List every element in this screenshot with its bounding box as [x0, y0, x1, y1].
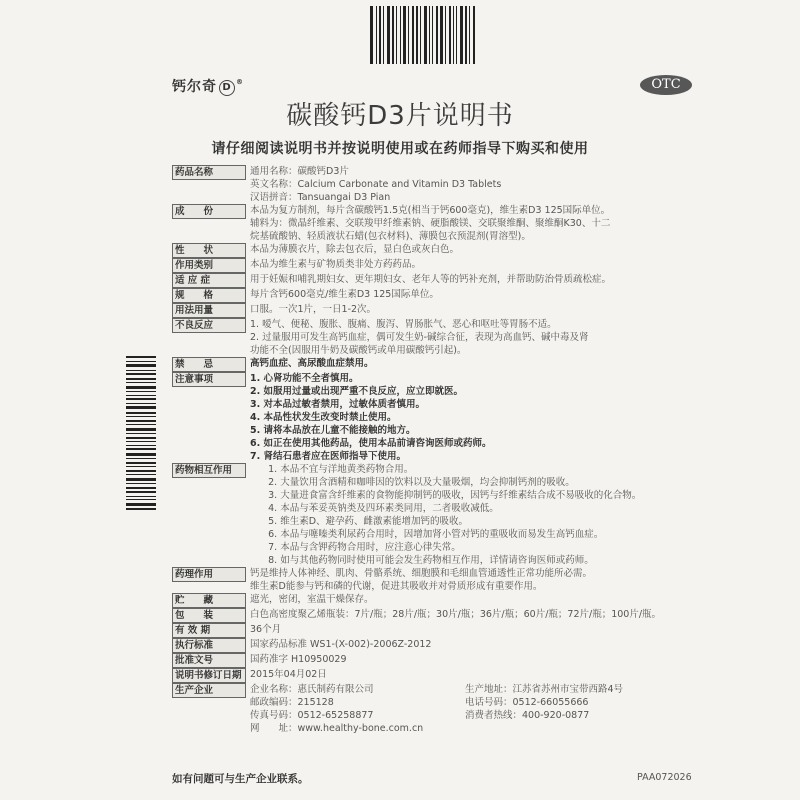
section-content — [250, 273, 712, 286]
section-line: 英文名称：Calcium Carbonate and Vitamin D3 Tablets — [250, 179, 502, 190]
section-content — [250, 318, 712, 357]
section-content — [250, 567, 712, 593]
page-title: 碳酸钙D3片说明书 — [286, 101, 514, 131]
section-row — [172, 567, 712, 593]
section-line: 1. 嗳气、便秘、腹胀、腹痛、腹泻、胃肠胀气、恶心和呕吐等胃肠不适。 — [250, 319, 557, 330]
section-label-text: 药理作用 — [175, 569, 214, 580]
manufacturer-field-left: 企业名称：惠氏制药有限公司 — [250, 684, 374, 695]
section-row — [172, 638, 712, 653]
section-label-text: 用法用量 — [175, 305, 214, 316]
section-label — [172, 165, 246, 180]
manufacturer-field-left: 网 址：www.healthy-bone.com.cn — [250, 723, 424, 734]
manufacturer-field-left: 传真号码：0512-65258877 — [250, 710, 374, 721]
section-line: 7. 肾结石患者应在医师指导下使用。 — [250, 451, 407, 462]
section-row — [172, 318, 712, 357]
section-label-text: 批准文号 — [175, 655, 214, 666]
section-row — [172, 288, 712, 303]
section-line: 8. 如与其他药物同时使用可能会发生药物相互作用，详情请咨询医师或药师。 — [250, 555, 594, 566]
section-label — [172, 318, 246, 333]
manufacturer-field-right: 生产地址：江苏省苏州市宝带西路4号 — [465, 684, 624, 695]
document-code: PAA072026 — [637, 772, 692, 783]
section-line: 每片含钙600毫克/维生素D3 125国际单位。 — [250, 289, 439, 300]
section-label — [172, 593, 246, 608]
brand-logo — [172, 76, 244, 96]
section-content — [250, 243, 712, 256]
section-line: 7. 本品与含钾药物合用时，应注意心律失常。 — [250, 542, 461, 553]
section-line: 本品为维生素与矿物质类非处方药药品。 — [250, 259, 422, 270]
section-label-text: 注意事项 — [175, 374, 214, 385]
section-line: 4. 本品性状发生改变时禁止使用。 — [250, 412, 397, 423]
otc-badge: OTC — [640, 75, 692, 95]
page-subtitle: 请仔细阅读说明书并按说明使用或在药师指导下购买和使用 — [211, 141, 589, 157]
section-label-text: 性 状 — [175, 245, 214, 256]
section-label-text: 执行标准 — [175, 640, 214, 651]
section-line: 1. 本品不宜与洋地黄类药物合用。 — [250, 464, 414, 475]
section-content — [250, 372, 712, 463]
section-line: 本品为复方制剂，每片含碳酸钙1.5克(相当于钙600毫克)，维生素D3 125国际单位。 — [250, 205, 611, 216]
section-label-text: 药品名称 — [175, 167, 214, 178]
section-label-text: 适 应 症 — [175, 275, 211, 286]
section-label — [172, 243, 246, 258]
section-content — [250, 653, 712, 666]
section-content — [250, 204, 712, 243]
manufacturer-row — [172, 683, 712, 735]
section-content — [250, 623, 712, 636]
barcode-side — [126, 356, 156, 516]
section-content — [250, 165, 712, 204]
section-row — [172, 243, 712, 258]
section-label-text: 规 格 — [175, 290, 214, 301]
brand-badge: D — [219, 80, 235, 96]
section-label-text: 生产企业 — [175, 685, 214, 696]
section-row — [172, 372, 712, 463]
section-label-text: 成 份 — [175, 206, 214, 217]
section-line: 2. 如服用过量或出现严重不良反应，应立即就医。 — [250, 386, 464, 397]
section-line: 36个月 — [250, 624, 282, 635]
section-label — [172, 567, 246, 582]
section-row — [172, 668, 712, 683]
section-label-text: 有 效 期 — [175, 625, 211, 636]
section-content — [250, 303, 712, 316]
section-line: 遮光，密闭，室温干燥保存。 — [250, 594, 374, 605]
section-label — [172, 204, 246, 219]
section-row — [172, 623, 712, 638]
brand-name: 钙尔奇 — [172, 79, 217, 95]
section-label — [172, 638, 246, 653]
section-row — [172, 653, 712, 668]
section-line: 1. 心肾功能不全者慎用。 — [250, 373, 359, 384]
section-row — [172, 357, 712, 372]
leaflet-table — [172, 165, 712, 735]
section-label — [172, 623, 246, 638]
manufacturer-field-left: 邮政编码：215128 — [250, 697, 334, 708]
section-line: 国家药品标准 WS1-(X-002)-2006Z-2012 — [250, 639, 432, 650]
section-line: 6. 本品与噻嗪类利尿药合用时，因增加肾小管对钙的重吸收而易发生高钙血症。 — [250, 529, 604, 540]
section-label — [172, 463, 246, 478]
barcode-top — [370, 6, 462, 64]
section-row — [172, 273, 712, 288]
section-label — [172, 258, 246, 273]
footer-note: 如有问题可与生产企业联系。 — [172, 773, 309, 785]
section-content — [250, 258, 712, 271]
section-line: 用于妊娠和哺乳期妇女、更年期妇女、老年人等的钙补充剂，并帮助防治骨质疏松症。 — [250, 274, 612, 285]
section-label-text: 说明书修订日期 — [175, 670, 242, 681]
section-line: 功能不全(因服用牛奶及碳酸钙或单用碳酸钙引起)。 — [250, 345, 467, 356]
section-line: 汉语拼音：Tansuangai D3 Pian — [250, 192, 391, 203]
brand-registered-mark: ® — [236, 78, 244, 86]
section-label-text: 禁 忌 — [175, 359, 214, 370]
section-line: 国药准字 H10950029 — [250, 654, 347, 665]
section-row — [172, 303, 712, 318]
section-line: 6. 如正在使用其他药品，使用本品前请咨询医师或药师。 — [250, 438, 492, 449]
section-row — [172, 204, 712, 243]
section-content — [250, 608, 712, 621]
manufacturer-line — [250, 709, 712, 722]
manufacturer-line — [250, 696, 712, 709]
section-line: 4. 本品与苯妥英钠类及四环素类同用，二者吸收减低。 — [250, 503, 499, 514]
section-line: 本品为薄膜衣片，除去包衣后，显白色或灰白色。 — [250, 244, 460, 255]
section-label — [172, 372, 246, 387]
section-row — [172, 463, 712, 567]
section-content — [250, 463, 712, 567]
section-label — [172, 683, 246, 698]
section-line: 辅料为：微晶纤维素、交联羧甲纤维素钠、硬脂酸镁、交联聚维酮、聚维酮K30、十二 — [250, 218, 611, 229]
section-label-text: 不良反应 — [175, 320, 214, 331]
section-content — [250, 593, 712, 606]
section-line: 烷基硫酸钠、轻质液状石蜡(包衣材料)、薄膜包衣预混剂(胃溶型)。 — [250, 231, 531, 242]
section-line: 维生素D能参与钙和磷的代谢，促进其吸收并对骨质形成有重要作用。 — [250, 581, 543, 592]
section-line: 口服。一次1片，一日1-2次。 — [250, 304, 377, 315]
section-label-text: 作用类别 — [175, 260, 214, 271]
section-label — [172, 357, 246, 372]
section-line: 钙是维持人体神经、肌肉、骨骼系统、细胞膜和毛细血管通透性正常功能所必需。 — [250, 568, 593, 579]
section-content — [250, 288, 712, 301]
section-line: 2015年04月02日 — [250, 669, 327, 680]
section-content — [250, 638, 712, 651]
section-label-text: 包 装 — [175, 610, 214, 621]
section-label — [172, 303, 246, 318]
section-line: 3. 大量进食富含纤维素的食物能抑制钙的吸收，因钙与纤维素结合成不易吸收的化合物。 — [250, 490, 642, 501]
section-line: 通用名称：碳酸钙D3片 — [250, 166, 349, 177]
section-label-text: 贮 藏 — [175, 595, 214, 606]
manufacturer-line — [250, 683, 712, 696]
section-label — [172, 273, 246, 288]
section-line: 2. 大量饮用含酒精和咖啡因的饮料以及大量吸烟，均会抑制钙剂的吸收。 — [250, 477, 575, 488]
section-line: 3. 对本品过敏者禁用，过敏体质者慎用。 — [250, 399, 426, 410]
section-label — [172, 608, 246, 623]
section-label — [172, 668, 246, 683]
manufacturer-info — [250, 683, 712, 735]
manufacturer-field-right: 消费者热线：400-920-0877 — [465, 710, 590, 721]
section-content — [250, 668, 712, 681]
section-line: 5. 请将本品放在儿童不能接触的地方。 — [250, 425, 416, 436]
section-content — [250, 357, 712, 370]
section-label-text: 药物相互作用 — [175, 465, 233, 476]
section-row — [172, 258, 712, 273]
section-row — [172, 593, 712, 608]
section-line: 高钙血症、高尿酸血症禁用。 — [250, 358, 374, 369]
section-line: 白色高密度聚乙烯瓶装：7片/瓶；28片/瓶；30片/瓶；36片/瓶；60片/瓶；72片/瓶；100片/瓶。 — [250, 609, 662, 620]
section-line: 2. 过量服用可发生高钙血症，偶可发生奶-碱综合征，表现为高血钙、碱中毒及肾 — [250, 332, 589, 343]
manufacturer-field-right: 电话号码：0512-66055666 — [465, 697, 589, 708]
section-row — [172, 165, 712, 204]
section-label — [172, 653, 246, 668]
section-row — [172, 608, 712, 623]
manufacturer-line — [250, 722, 712, 735]
section-label — [172, 288, 246, 303]
section-line: 5. 维生素D、避孕药、雌激素能增加钙的吸收。 — [250, 516, 469, 527]
